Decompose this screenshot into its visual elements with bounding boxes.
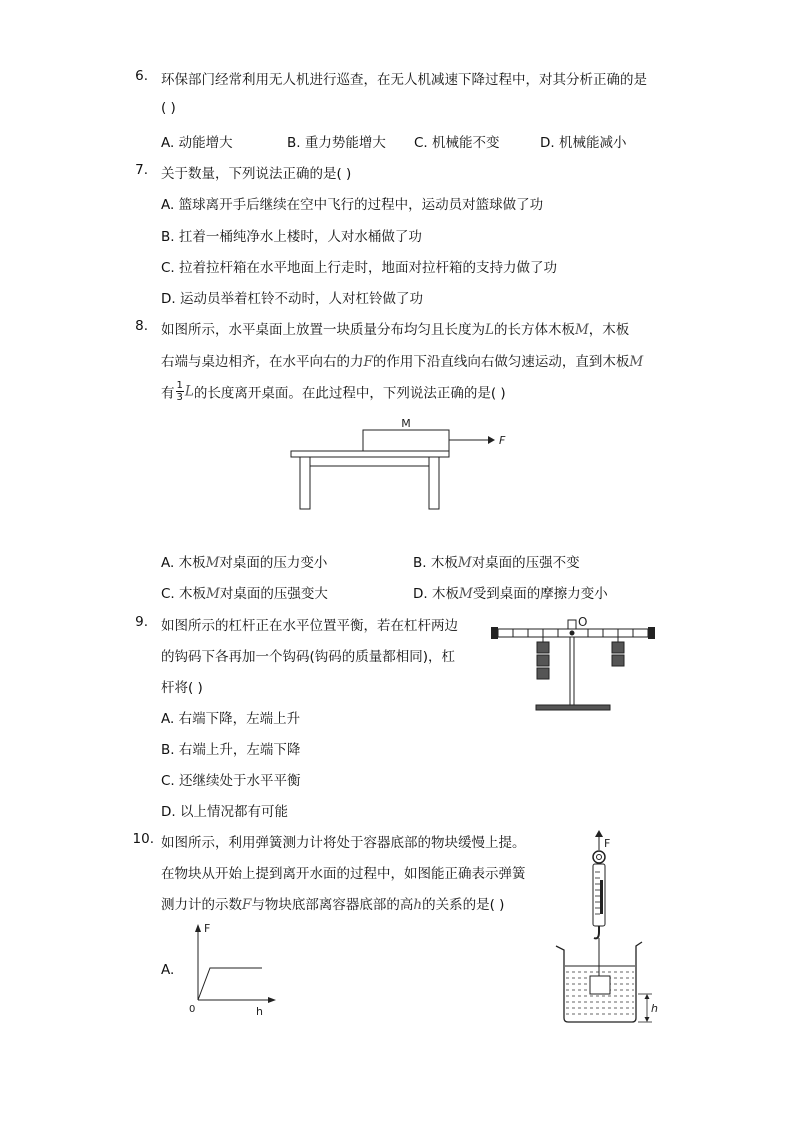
question-10-number: 10. [132,831,154,847]
variable-l: L [485,322,494,338]
height-h-label: h [651,1002,658,1015]
left-weight-3 [537,668,549,679]
question-8-option-a[interactable] [161,551,327,571]
question-9-stem-line3: 杆将( ) [161,680,203,696]
question-8-text: 的长方体木板 [493,322,575,338]
question-7-option-d[interactable]: D. 运动员举着杠铃不动时，人对杠铃做了功 [161,291,423,307]
question-10-text: 测力计的示数 [161,897,242,913]
balance-nut-left [491,627,498,639]
question-8-number: 8. [135,318,148,334]
scale-body [593,864,605,926]
variable-m: M [629,354,644,370]
question-10-stem-line2: 在物块从开始上提到离开水面的过程中，如图能正确表示弹簧 [161,866,526,882]
question-6-stem-line1: 环保部门经常利用无人机进行巡查，在无人机减速下降过程中，对其分析正确的是 [161,72,647,88]
scale-ring-inner [597,855,602,860]
right-weight-2 [612,655,624,666]
question-8-option-d[interactable] [413,582,608,602]
fraction-denominator: 3 [176,392,183,403]
question-10-text: 的关系的是( ) [422,897,505,913]
variable-m: M [206,586,220,602]
question-7-stem: 关于数量，下列说法正确的是( ) [161,166,352,182]
question-8-option-c[interactable] [161,582,328,602]
question-6-stem-line2: ( ) [161,100,176,116]
question-9-option-a[interactable]: A. 右端下降，左端上升 [161,711,301,727]
question-8-text: 的长度离开桌面。在此过程中，下列说法正确的是( ) [193,385,506,402]
fraction-one-third [176,380,184,403]
question-7-option-a[interactable]: A. 篮球离开手后继续在空中飞行的过程中，运动员对篮球做了功 [161,197,544,213]
question-7-option-b[interactable]: B. 扛着一桶纯净水上楼时，人对水桶做了功 [161,229,422,245]
question-9-stem-line2: 的钩码下各再加一个钩码(钩码的质量都相同)，杠 [161,649,456,665]
variable-l: L [184,383,194,400]
question-10-option-a-label[interactable]: A. [161,962,175,978]
graph-x-label: h [256,1005,263,1018]
question-8-text: 如图所示，水平桌面上放置一块质量分布均匀且长度为 [161,322,485,338]
pivot-clamp [568,620,576,629]
pull-arrow-head [595,830,603,837]
question-10-spring-scale-figure [550,828,665,1028]
stand-base [536,705,610,710]
variable-f: F [242,897,252,913]
variable-m: M [205,555,220,571]
graph-x-arrow [268,997,276,1003]
option-text: 对桌面的压强变大 [219,586,328,602]
question-8-text: 右端与桌边相齐，在水平向右的力 [161,354,364,370]
question-8-stem-line3 [161,380,506,403]
option-text: C. 木板 [161,586,207,602]
question-6-option-a[interactable]: A. 动能增大 [161,135,233,151]
question-6-number: 6. [135,68,148,84]
left-weight-2 [537,655,549,666]
scale-hook [594,926,599,938]
question-10-option-a-graph[interactable] [186,920,286,1020]
question-9-option-b[interactable]: B. 右端上升，左端下降 [161,742,301,758]
submerged-block [590,976,610,994]
question-10-stem-line3 [161,893,504,913]
force-f-label: F [499,434,506,447]
left-weight-1 [537,642,549,653]
table-leg-left [300,457,310,509]
variable-f: F [363,354,373,370]
pivot-point [570,631,575,636]
question-9-option-c[interactable]: C. 还继续处于水平平衡 [161,773,301,789]
question-9-number: 9. [135,614,148,630]
question-9-option-d[interactable]: D. 以上情况都有可能 [161,804,288,820]
question-6-option-d[interactable]: D. 机械能减小 [540,135,627,151]
balance-nut-right [648,627,655,639]
graph-y-arrow [195,924,201,932]
question-8-table-figure [288,414,508,514]
option-text: D. 木板 [413,586,459,602]
variable-m: M [574,322,589,338]
question-9-stem-line1: 如图所示的杠杆正在水平位置平衡，若在杠杆两边 [161,618,458,634]
question-10-text: 与物块底部离容器底部的高 [251,897,414,913]
variable-h: h [413,897,423,913]
option-text: 受到桌面的摩擦力变小 [472,586,608,602]
graph-origin-label: 0 [189,1004,196,1015]
option-text: 对桌面的压强不变 [471,555,580,571]
right-weight-1 [612,642,624,653]
question-9-lever-figure [488,612,658,716]
question-8-text: 的作用下沿直线向右做匀速运动，直到木板 [372,354,630,370]
question-8-stem-line1 [161,318,629,338]
question-10-stem-line1: 如图所示，利用弹簧测力计将处于容器底部的物块缓慢上提。 [161,835,526,851]
question-6-option-c[interactable]: C. 机械能不变 [414,135,500,151]
scale-pointer [600,880,603,914]
question-8-text: ，木板 [588,322,630,338]
option-text: A. 木板 [161,555,206,571]
graph-line [198,968,262,1000]
fraction-numerator: 1 [176,380,183,391]
height-arrow-up [645,994,650,999]
question-8-option-b[interactable] [413,551,580,571]
question-8-stem-line2 [161,350,643,370]
table-top [291,451,449,457]
height-arrow-down [645,1017,650,1022]
board-m-label: M [401,417,411,430]
question-8-text: 有 [161,385,175,402]
option-text: 对桌面的压力变小 [219,555,328,571]
question-7-option-c[interactable]: C. 拉着拉杆箱在水平地面上行走时，地面对拉杆箱的支持力做了功 [161,260,558,276]
pull-force-label: F [604,837,611,850]
pivot-o-label: O [578,615,588,629]
variable-m: M [457,555,472,571]
force-arrow-head [488,436,495,444]
board-m [363,430,449,451]
question-6-option-b[interactable]: B. 重力势能增大 [287,135,386,151]
option-text: B. 木板 [413,555,458,571]
graph-y-label: F [204,922,211,935]
table-leg-right [429,457,439,509]
question-7-number: 7. [135,162,148,178]
variable-m: M [458,586,473,602]
